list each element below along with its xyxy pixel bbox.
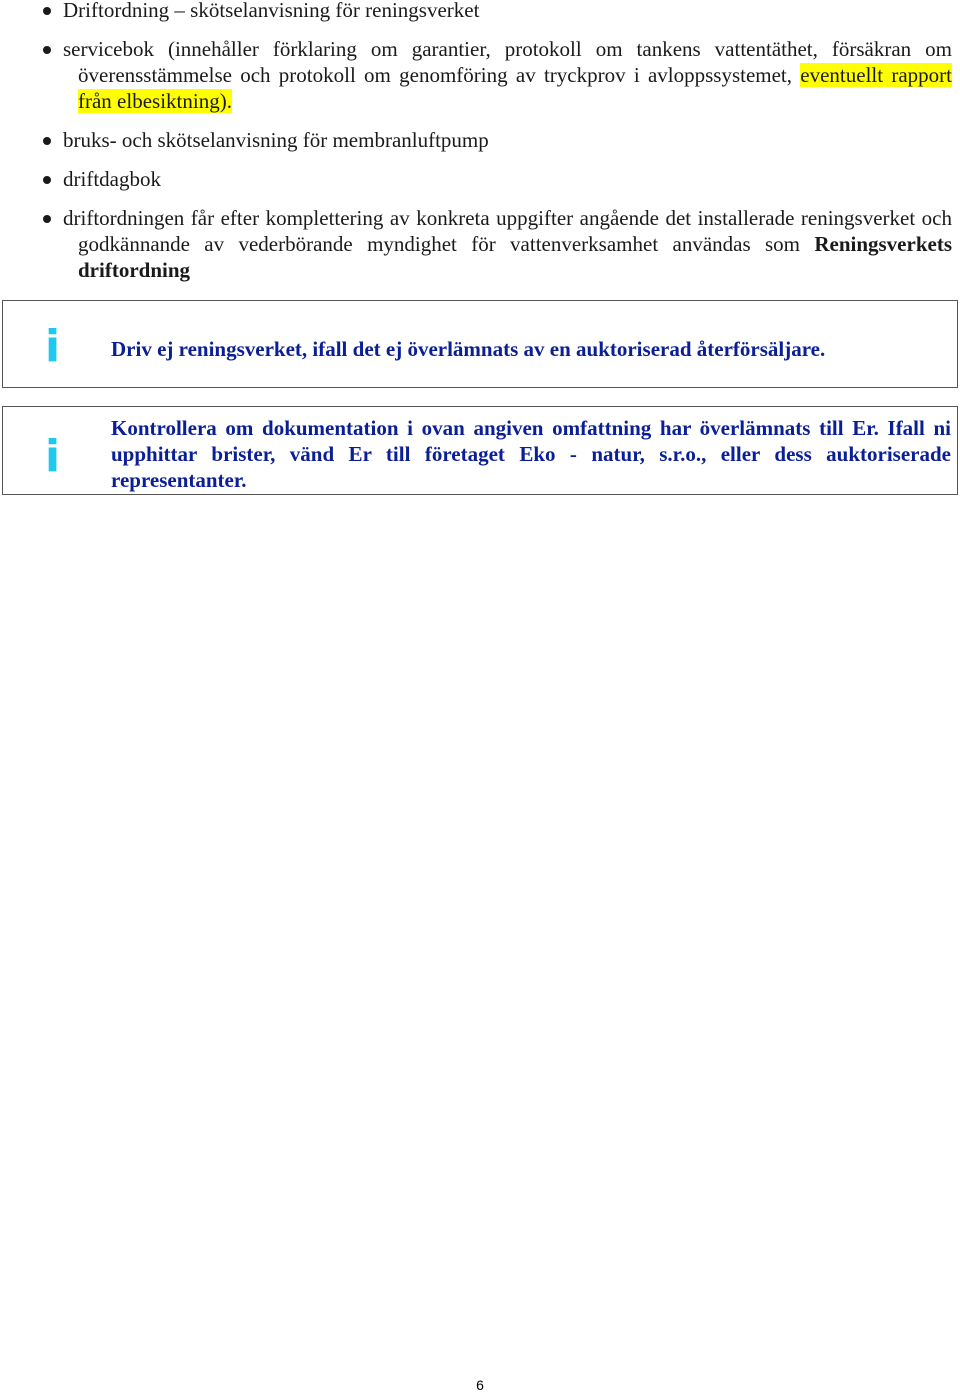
notice-text: Driv ej reningsverket, ifall det ej överlämnats av en auktoriserad återförsäljare.	[111, 337, 826, 361]
notice-text: Kontrollera om dokumentation i ovan angiven omfattning har överlämnats till Er. Ifall ni upphittar brister, vänd Er till företaget Eko - natur, s.r.o., eller dess auktoriserade representanter.	[111, 416, 951, 492]
documentation-list	[0, 0, 960, 283]
bullet-icon	[43, 46, 51, 54]
bold-text: Reningsverkets driftordning	[78, 232, 952, 282]
list-item-text: servicebok (innehåller förklaring om garantier, protokoll om tankens vattentäthet, försäkran om överensstämmelse och protokoll om genomföring av tryckprov i avloppssystemet,	[63, 37, 952, 87]
list-item	[0, 127, 960, 153]
document-page	[0, 0, 960, 492]
bullet-icon	[43, 215, 51, 223]
bullet-icon	[43, 137, 51, 145]
list-item-text: driftdagbok	[63, 167, 161, 191]
bullet-icon	[43, 176, 51, 184]
list-item	[0, 205, 960, 283]
info-notice-box	[2, 300, 958, 388]
info-icon: i	[45, 321, 61, 372]
page-number: 6	[476, 1377, 484, 1393]
info-icon: i	[45, 431, 61, 482]
list-item	[0, 166, 960, 192]
info-notice-box	[2, 406, 958, 495]
list-item-text: driftordningen får efter komplettering av konkreta uppgifter angående det installerade reningsverket och godkännande av vederbörande myndighet för vattenverksamhet användas som	[63, 206, 952, 256]
bullet-icon	[43, 7, 51, 15]
list-item	[0, 36, 960, 114]
highlighted-text: eventuellt rapport från elbesiktning).	[78, 63, 952, 113]
list-item-text: Driftordning – skötselanvisning för reningsverket	[63, 0, 480, 22]
list-item-text: bruks- och skötselanvisning för membranluftpump	[63, 128, 489, 152]
list-item	[0, 0, 960, 23]
